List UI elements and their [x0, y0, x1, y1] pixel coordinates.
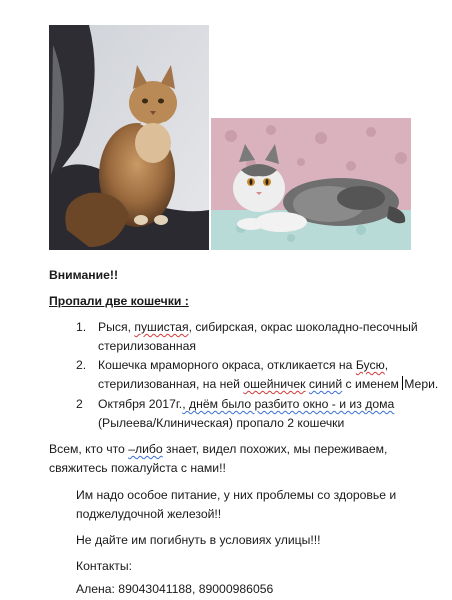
- list-item-text: ошейничек: [243, 377, 306, 391]
- health-note-continuation: поджелудочной железой!!: [76, 507, 222, 521]
- contacts-phones: Алена: 89043041188, 89000986056: [76, 582, 274, 596]
- list-item-marker: 2.: [76, 358, 87, 372]
- list-item: [98, 395, 394, 414]
- paragraph-text: знает, видел похожих, мы переживаем,: [162, 442, 388, 456]
- list-item-text: синий: [308, 377, 343, 391]
- list-item-continuation: (Рылеева/Клиническая) пропало 2 кошечки: [98, 416, 345, 430]
- street-warning: Не дайте им погибнуть в условиях улицы!!!: [76, 533, 321, 547]
- cat-photo-siberian: [49, 25, 209, 250]
- contacts-label: Контакты:: [76, 559, 133, 573]
- cat-photo-marble: [211, 118, 411, 250]
- paragraph-text: Всем, кто что: [49, 442, 129, 456]
- list-item: [98, 318, 418, 337]
- list-item-text: стерилизованная, на ней: [98, 377, 244, 391]
- list-item-text: Октября 2017г.: [98, 397, 183, 411]
- paragraph-text: –либо: [128, 442, 163, 456]
- appeal-paragraph-continuation: свяжитесь пожалуйста с нами!!: [49, 461, 226, 475]
- list-item-text: Бусю: [355, 358, 385, 372]
- list-item-text: ,: [384, 358, 389, 372]
- list-item-marker: 1.: [76, 320, 87, 334]
- list-item: [98, 356, 388, 375]
- list-item-text: с именем: [342, 377, 403, 391]
- list-item-text: пушистая: [134, 320, 189, 334]
- attention-heading: Внимание!!: [49, 268, 119, 282]
- list-item-text: Мери.: [404, 377, 439, 391]
- list-item-text: , днём было разбито окно - и из дома: [182, 397, 395, 411]
- list-item-text: , сибирская, окрас шоколадно-песочный: [188, 320, 418, 334]
- list-item-continuation: стерилизованная: [98, 339, 197, 353]
- list-item-continuation: [98, 375, 438, 394]
- health-note: Им надо особое питание, у них проблемы со здоровье и: [76, 488, 397, 502]
- missing-cats-title: Пропали две кошечки :: [49, 294, 189, 308]
- list-item-text: Рыся,: [98, 320, 135, 334]
- appeal-paragraph: [49, 440, 387, 459]
- list-item-marker: 2: [76, 397, 83, 411]
- list-item-text: Кошечка мраморного окраса, откликается на: [98, 358, 356, 372]
